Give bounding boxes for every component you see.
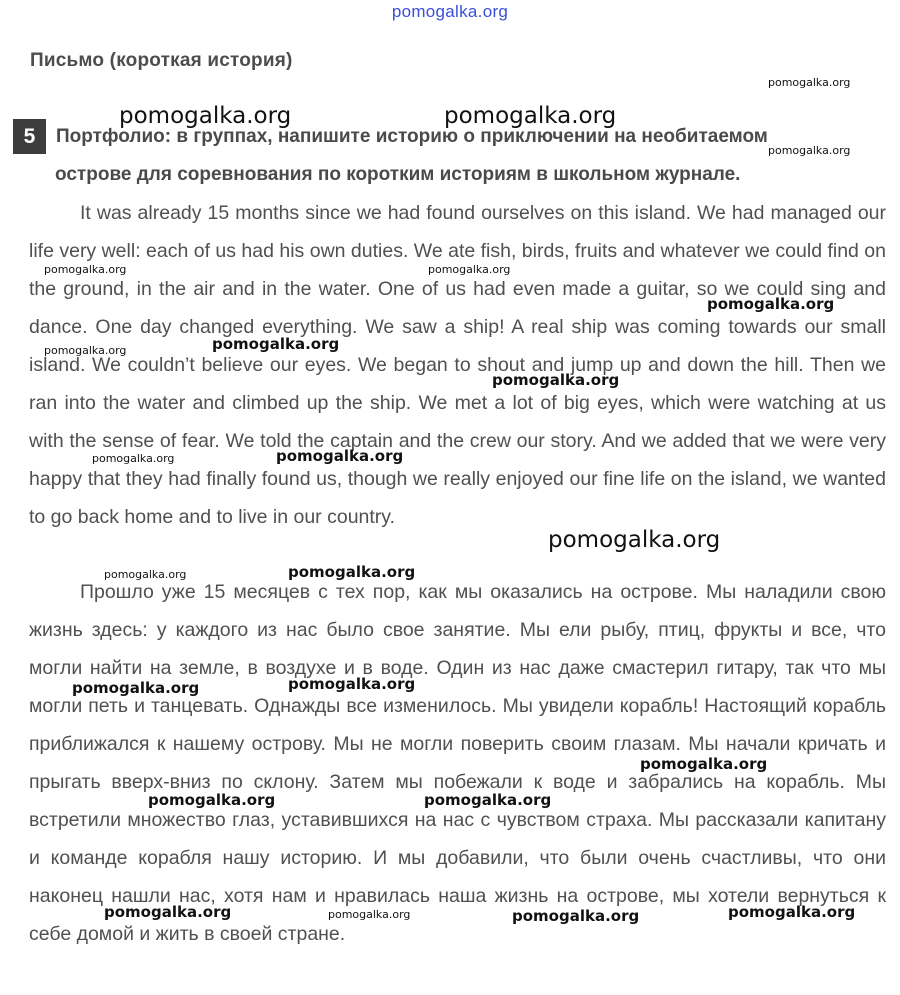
watermark: pomogalka.org (92, 452, 175, 465)
story-english-paragraph: It was already 15 months since we had found ourselves on this island. We had managed our life very well: each of us had his own duties. We ate fish, birds, fruits and whatever we could find on the ground, in the air and in the water. One of us had even made a guitar, so we could sing and dance. One day changed everything. We saw a ship! A real ship was coming towards our small island. We couldn’t believe our eyes. We began to shout and jump up and down the hill. Then we ran into the water and climbed up the ship. We met a lot of big eyes, which were watching at us with the sense of fear. We told the captain and the crew our story. And we added that we were very happy that they had finally found us, though we really enjoyed our fine life on the island, we wanted to go back home and to live in our country. (29, 202, 887, 528)
task-instruction-line-1: Портфолио: в группах, напишите историю о приключении на необитаемом (56, 126, 768, 147)
task-number-badge: 5 (13, 119, 46, 154)
task-instruction-line-2: острове для соревнования по коротким историям в школьном журнале. (55, 164, 741, 185)
watermark: pomogalka.org (148, 791, 276, 809)
watermark: pomogalka.org (276, 447, 404, 465)
watermark: pomogalka.org (328, 908, 411, 921)
watermark: pomogalka.org (640, 755, 768, 773)
watermark: pomogalka.org (492, 371, 620, 389)
watermark: pomogalka.org (119, 103, 292, 129)
story-russian-paragraph: Прошло уже 15 месяцев с тех пор, как мы оказались на острове. Мы наладили свою жизнь здесь: у каждого из нас было свое занятие. Мы ели рыбу, птиц, фрукты и все, что могли найти на земле, в воздухе и в воде. Один из нас даже смастерил гитару, так что мы могли петь и танцевать. Однажды все изменилось. Мы увидели корабль! Настоящий корабль приближался к нашему острову. Мы не могли поверить своим глазам. Мы начали кричать и прыгать вверх-вниз по склону. Затем мы побежали к воде и забрались на корабль. Мы встретили множество глаз, уставившихся на нас с чувством страха. Мы рассказали капитану и команде корабля нашу историю. И мы добавили, что были очень счастливы, что они наконец нашли нас, хотя нам и нравилась наша жизнь на острове, мы хотели вернуться к себе домой и жить в своей стране. (29, 581, 886, 945)
watermark: pomogalka.org (288, 675, 416, 693)
watermark: pomogalka.org (444, 103, 617, 129)
watermark: pomogalka.org (104, 903, 232, 921)
watermark: pomogalka.org (104, 568, 187, 581)
watermark: pomogalka.org (707, 295, 835, 313)
watermark: pomogalka.org (72, 679, 200, 697)
watermark: pomogalka.org (428, 263, 511, 276)
watermark: pomogalka.org (728, 903, 856, 921)
watermark: pomogalka.org (424, 791, 552, 809)
section-title: Письмо (короткая история) (30, 50, 293, 71)
watermark: pomogalka.org (548, 527, 721, 553)
watermark: pomogalka.org (768, 76, 851, 89)
watermark: pomogalka.org (44, 344, 127, 357)
watermark: pomogalka.org (768, 144, 851, 157)
site-link[interactable]: pomogalka.org (391, 2, 509, 21)
watermark: pomogalka.org (512, 907, 640, 925)
watermark: pomogalka.org (212, 335, 340, 353)
watermark: pomogalka.org (44, 263, 127, 276)
watermark: pomogalka.org (288, 563, 416, 581)
